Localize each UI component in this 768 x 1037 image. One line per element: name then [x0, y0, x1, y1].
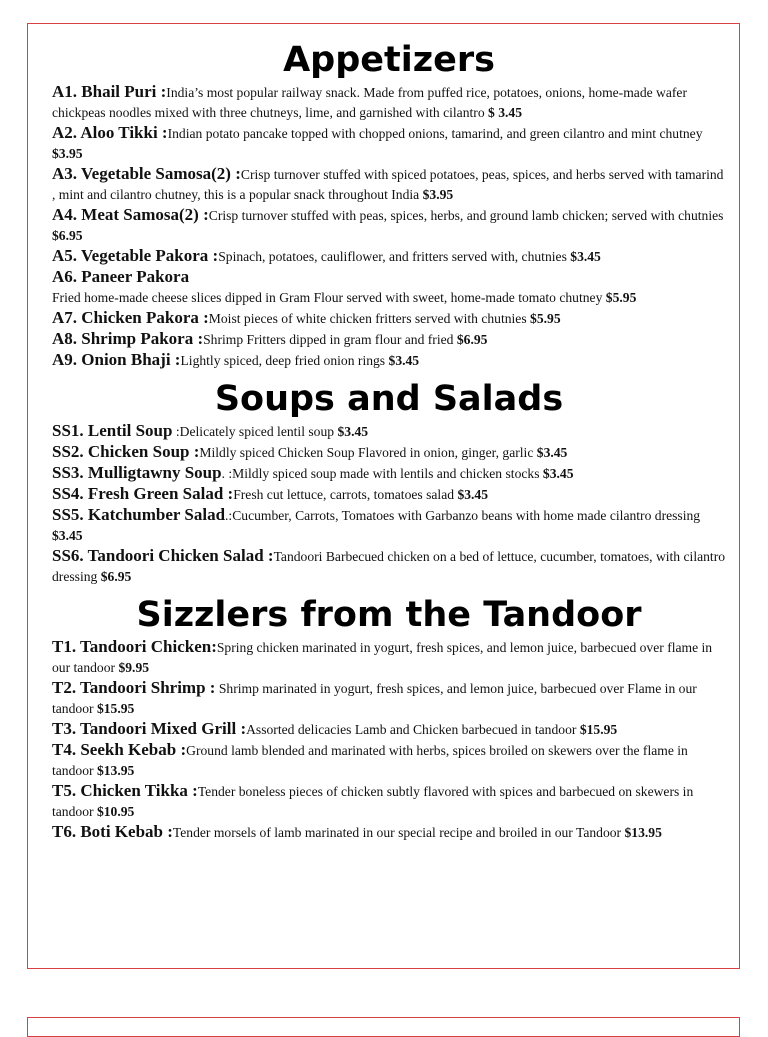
menu-item-description: .:Cucumber, Carrots, Tomatoes with Garbanzo beans with home made cilantro dressing: [225, 508, 701, 523]
menu-item-price: $3.95: [422, 187, 454, 202]
menu-item-description: Assorted delicacies Lamb and Chicken barbecued in tandoor: [246, 722, 577, 737]
section-heading: Soups and Salads: [214, 379, 564, 419]
menu-item-description: India’s most popular railway snack. Made from puffed rice, potatoes, onions, home-made wafer chickpeas noodles mixed with three chutneys, lime, and garnished with cilantro: [52, 85, 687, 120]
menu-item: [52, 421, 726, 442]
menu-item-price: $10.95: [96, 804, 135, 819]
menu-item-description: Tender boneless pieces of chicken subtly flavored with spices and barbecued on skewers in tandoor: [52, 784, 694, 819]
menu-item: [52, 205, 726, 246]
menu-item-name: SS6. Tandoori Chicken Salad :: [52, 546, 274, 565]
menu-item-price: $ 3.45: [488, 105, 523, 120]
menu-item-name: A2. Aloo Tikki :: [52, 123, 168, 142]
menu-item-name: A4. Meat Samosa(2) :: [52, 205, 209, 224]
menu-item-description: Fresh cut lettuce, carrots, tomatoes salad: [233, 487, 455, 502]
menu-item-price: $3.95: [52, 146, 83, 161]
menu-item-name: A6. Paneer Pakora: [52, 267, 190, 286]
menu-item-name: T4. Seekh Kebab :: [52, 740, 187, 759]
menu-item-description: . :Mildly spiced soup made with lentils and chicken stocks: [221, 466, 540, 481]
menu-item-price: $6.95: [456, 332, 488, 347]
menu-item: [52, 463, 726, 484]
menu-item: [52, 246, 726, 267]
menu-item-price: $9.95: [118, 660, 150, 675]
menu-item-name: T6. Boti Kebab :: [52, 822, 173, 841]
menu-item-price: $3.45: [570, 249, 601, 264]
menu-item-price: $5.95: [605, 290, 637, 305]
menu-item-name: A1. Bhail Puri :: [52, 82, 167, 101]
menu-item-price: $13.95: [624, 825, 662, 840]
menu-item: [52, 678, 726, 719]
menu-item-description: :Delicately spiced lentil soup: [172, 424, 335, 439]
menu-item: [52, 350, 726, 371]
menu-item-name: A9. Onion Bhaji :: [52, 350, 181, 369]
menu-item-description: Spinach, potatoes, cauliflower, and fritters served with, chutnies: [218, 249, 567, 264]
menu-item: [52, 740, 726, 781]
menu-page: [27, 23, 740, 969]
menu-item-description: Tandoori Barbecued chicken on a bed of lettuce, cucumber, tomatoes, with cilantro dressing: [52, 549, 726, 584]
menu-content: [52, 38, 726, 843]
menu-item: [52, 267, 726, 308]
menu-item-name: T1. Tandoori Chicken:: [52, 637, 217, 656]
menu-item: [52, 164, 726, 205]
menu-item-description: Indian potato pancake topped with chopped onions, tamarind, and green cilantro and mint chutney: [167, 126, 703, 141]
menu-item: [52, 822, 726, 843]
menu-item-price: $5.95: [530, 311, 561, 326]
menu-item: [52, 546, 726, 587]
menu-item-description: Crisp turnover stuffed with peas, spices, herbs, and ground lamb chicken; served with chutnies: [208, 208, 724, 223]
menu-item-description: Lightly spiced, deep fried onion rings: [180, 353, 386, 368]
section-heading: Appetizers: [283, 40, 495, 80]
menu-item-description: Mildly spiced Chicken Soup Flavored in onion, ginger, garlic: [199, 445, 534, 460]
menu-item: [52, 442, 726, 463]
menu-item-name: T2. Tandoori Shrimp :: [52, 678, 216, 697]
menu-item-description: Crisp turnover stuffed with spiced potatoes, peas, spices, and herbs served with tamarind , mint and cilantro chutney, this is a popular snack throughout India: [52, 167, 724, 202]
menu-item-name: SS1. Lentil Soup: [52, 421, 173, 440]
menu-item: [52, 505, 726, 546]
menu-item-name: A7. Chicken Pakora :: [52, 308, 209, 327]
menu-item: [52, 308, 726, 329]
menu-item: [52, 82, 726, 123]
menu-item-name: SS4. Fresh Green Salad :: [52, 484, 234, 503]
menu-item-name: SS5. Katchumber Salad: [52, 505, 226, 524]
menu-item-name: SS2. Chicken Soup :: [52, 442, 200, 461]
menu-item-price: $6.95: [52, 228, 83, 243]
menu-item-name: A8. Shrimp Pakora :: [52, 329, 204, 348]
menu-item-price: $3.45: [536, 445, 568, 460]
menu-item-name: T3. Tandoori Mixed Grill :: [52, 719, 247, 738]
menu-item-description: Tender morsels of lamb marinated in our special recipe and broiled in our Tandoor: [172, 825, 622, 840]
menu-item-price: $13.95: [96, 763, 135, 778]
menu-item-description: Moist pieces of white chicken fritters served with chutnies: [208, 311, 527, 326]
menu-item: [52, 123, 726, 164]
menu-item-price: $3.45: [388, 353, 420, 368]
menu-item: [52, 719, 726, 740]
menu-item-price: $3.45: [542, 466, 574, 481]
menu-item: [52, 484, 726, 505]
menu-item-description: Spring chicken marinated in yogurt, fresh spices, and lemon juice, barbecued over flame in our tandoor: [52, 640, 713, 675]
menu-item-name: SS3. Mulligtawny Soup: [52, 463, 222, 482]
menu-item-name: A3. Vegetable Samosa(2) :: [52, 164, 241, 183]
menu-item-description: Shrimp Fritters dipped in gram flour and fried: [203, 332, 454, 347]
menu-item-price: $3.45: [337, 424, 369, 439]
menu-item: [52, 781, 726, 822]
menu-item-description: Ground lamb blended and marinated with herbs, spices broiled on skewers over the flame in tandoor: [52, 743, 688, 778]
menu-item-price: $3.45: [457, 487, 489, 502]
menu-item: [52, 637, 726, 678]
menu-item-name: A5. Vegetable Pakora :: [52, 246, 219, 265]
menu-item-price: $6.95: [100, 569, 132, 584]
menu-item-description: Shrimp marinated in yogurt, fresh spices, and lemon juice, barbecued over Flame in our tandoor: [52, 681, 697, 716]
menu-item: [52, 329, 726, 350]
next-menu-page: [27, 1017, 740, 1037]
menu-item-price: $15.95: [579, 722, 618, 737]
menu-item-name: T5. Chicken Tikka :: [52, 781, 198, 800]
menu-item-price: $15.95: [96, 701, 135, 716]
menu-item-price: $3.45: [52, 528, 83, 543]
menu-item-description: Fried home-made cheese slices dipped in Gram Flour served with sweet, home-made tomato chutney: [52, 290, 603, 305]
section-heading: Sizzlers from the Tandoor: [136, 595, 642, 635]
